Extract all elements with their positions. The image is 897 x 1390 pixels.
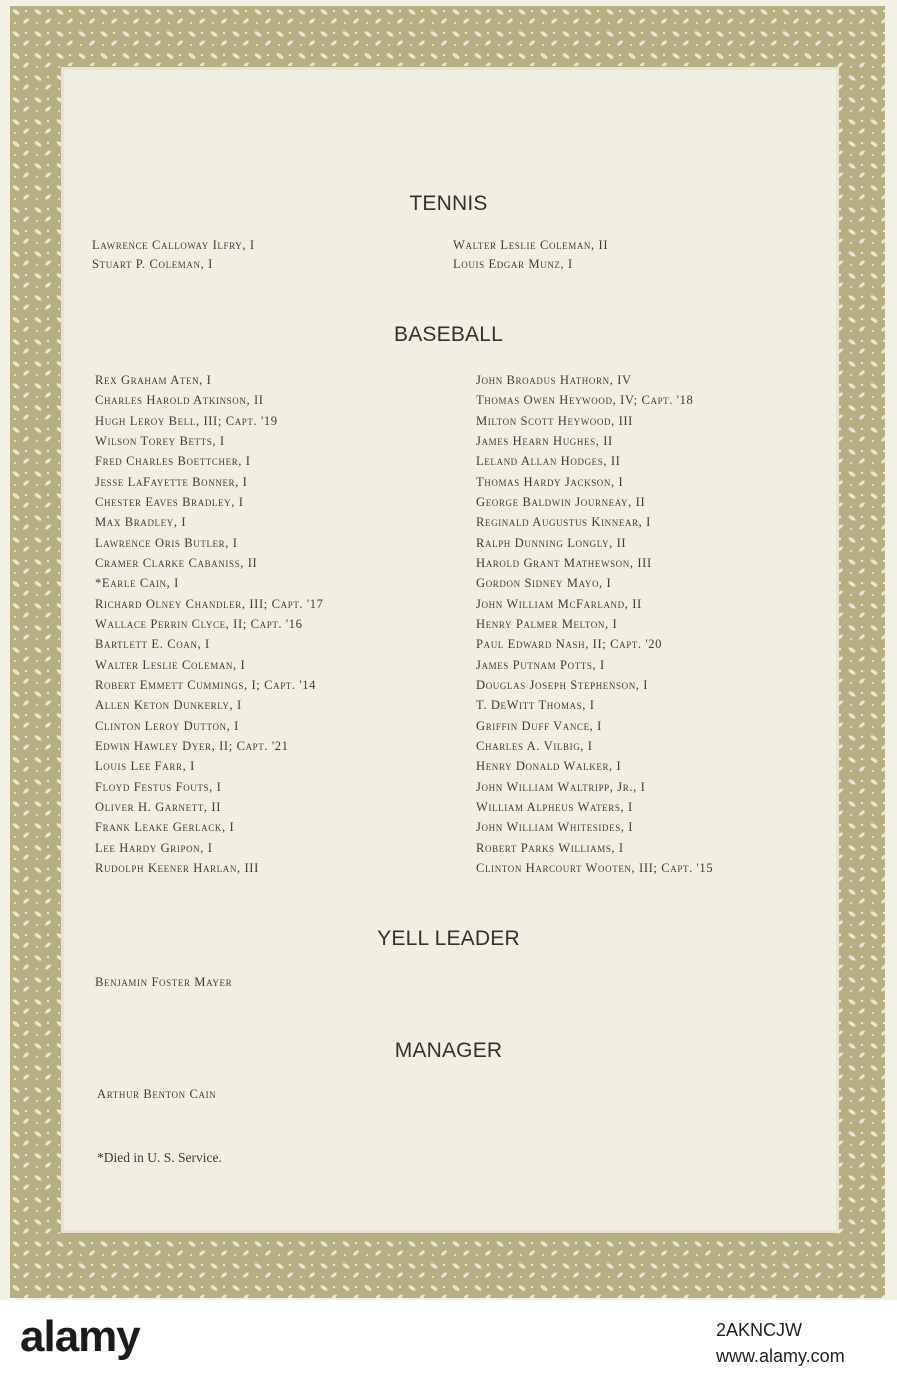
baseball-heading: BASEBALL bbox=[394, 323, 503, 346]
list-item: Richard Olney Chandler, III; Capt. '17 bbox=[95, 596, 324, 611]
list-item: John William Whitesides, I bbox=[476, 820, 634, 835]
list-item: Chester Eaves Bradley, I bbox=[95, 494, 244, 509]
list-item: Frank Leake Gerlack, I bbox=[95, 820, 235, 835]
list-item: Clinton Harcourt Wooten, III; Capt. '15 bbox=[476, 860, 714, 875]
list-item: Lawrence Oris Butler, I bbox=[95, 535, 238, 550]
list-item: John Broadus Hathorn, IV bbox=[476, 373, 632, 387]
list-item: Charles Harold Atkinson, II bbox=[95, 393, 264, 408]
list-item: Gordon Sidney Mayo, I bbox=[476, 576, 612, 591]
tennis-list-left bbox=[92, 236, 255, 274]
list-item: Reginald Augustus Kinnear, I bbox=[476, 515, 651, 530]
list-item: Floyd Festus Fouts, I bbox=[95, 779, 222, 794]
list-item: Fred Charles Boettcher, I bbox=[95, 454, 251, 469]
list-item: Lawrence Calloway Ilfry, I bbox=[92, 238, 255, 252]
list-item: Paul Edward Nash, II; Capt. '20 bbox=[476, 637, 663, 652]
list-item: John William McFarland, II bbox=[476, 596, 642, 611]
list-item: Lee Hardy Gripon, I bbox=[95, 840, 213, 855]
list-item: Bartlett E. Coan, I bbox=[95, 637, 210, 652]
list-item: Griffin Duff Vance, I bbox=[476, 718, 602, 733]
tennis-heading: TENNIS bbox=[409, 192, 488, 215]
list-item: *Earle Cain, I bbox=[95, 576, 179, 591]
list-item: Robert Emmett Cummings, I; Capt. '14 bbox=[95, 677, 317, 692]
list-item: Thomas Owen Heywood, IV; Capt. '18 bbox=[476, 393, 694, 408]
list-item: Henry Palmer Melton, I bbox=[476, 616, 618, 631]
list-item: Jesse LaFayette Bonner, I bbox=[95, 474, 248, 489]
yell-leader-name: Benjamin Foster Mayer bbox=[95, 975, 233, 989]
list-item: Leland Allan Hodges, II bbox=[476, 454, 621, 469]
list-item: Walter Leslie Coleman, I bbox=[95, 657, 246, 672]
list-item: Rex Graham Aten, I bbox=[95, 373, 212, 387]
list-item: Wilson Torey Betts, I bbox=[95, 433, 225, 448]
list-item: Ralph Dunning Longly, II bbox=[476, 535, 627, 550]
list-item: T. DeWitt Thomas, I bbox=[476, 698, 595, 713]
watermark-image-id: 2AKNCJW bbox=[716, 1320, 803, 1340]
list-item: Wallace Perrin Clyce, II; Capt. '16 bbox=[95, 616, 303, 631]
list-item: Louis Lee Farr, I bbox=[95, 759, 195, 774]
list-item: Max Bradley, I bbox=[95, 515, 187, 530]
list-item: John William Waltripp, Jr., I bbox=[476, 779, 646, 794]
list-item: William Alpheus Waters, I bbox=[476, 799, 633, 814]
list-item: Louis Edgar Munz, I bbox=[453, 257, 573, 271]
baseball-list-right bbox=[476, 370, 713, 878]
list-item: Rudolph Keener Harlan, III bbox=[95, 860, 259, 875]
list-item: James Hearn Hughes, II bbox=[476, 433, 613, 448]
manager-name: Arthur Benton Cain bbox=[97, 1087, 217, 1101]
list-item: Milton Scott Heywood, III bbox=[476, 413, 633, 428]
list-item: George Baldwin Journeay, II bbox=[476, 494, 646, 509]
list-item: Charles A. Vilbig, I bbox=[476, 738, 593, 753]
yell-leader-heading: YELL LEADER bbox=[377, 927, 520, 950]
list-item: James Putnam Potts, I bbox=[476, 657, 605, 672]
watermark-logo: alamy bbox=[20, 1312, 140, 1361]
footnote: *Died in U. S. Service. bbox=[97, 1150, 222, 1165]
list-item: Walter Leslie Coleman, II bbox=[453, 238, 609, 252]
list-item: Cramer Clarke Cabaniss, II bbox=[95, 555, 258, 570]
manager-heading: MANAGER bbox=[394, 1039, 503, 1062]
list-item: Harold Grant Mathewson, III bbox=[476, 555, 652, 570]
list-item: Henry Donald Walker, I bbox=[476, 759, 622, 774]
list-item: Clinton Leroy Dutton, I bbox=[95, 718, 239, 733]
list-item: Douglas Joseph Stephenson, I bbox=[476, 677, 649, 692]
list-item: Oliver H. Garnett, II bbox=[95, 799, 222, 814]
list-item: Allen Keton Dunkerly, I bbox=[95, 698, 242, 713]
list-item: Hugh Leroy Bell, III; Capt. '19 bbox=[95, 413, 278, 428]
list-item: Thomas Hardy Jackson, I bbox=[476, 474, 624, 489]
watermark-url: www.alamy.com bbox=[716, 1346, 845, 1366]
list-item: Robert Parks Williams, I bbox=[476, 840, 624, 855]
list-item: Stuart P. Coleman, I bbox=[92, 257, 213, 271]
baseball-list-left bbox=[95, 370, 324, 878]
list-item: Edwin Hawley Dyer, II; Capt. '21 bbox=[95, 738, 289, 753]
tennis-list-right bbox=[453, 236, 608, 274]
